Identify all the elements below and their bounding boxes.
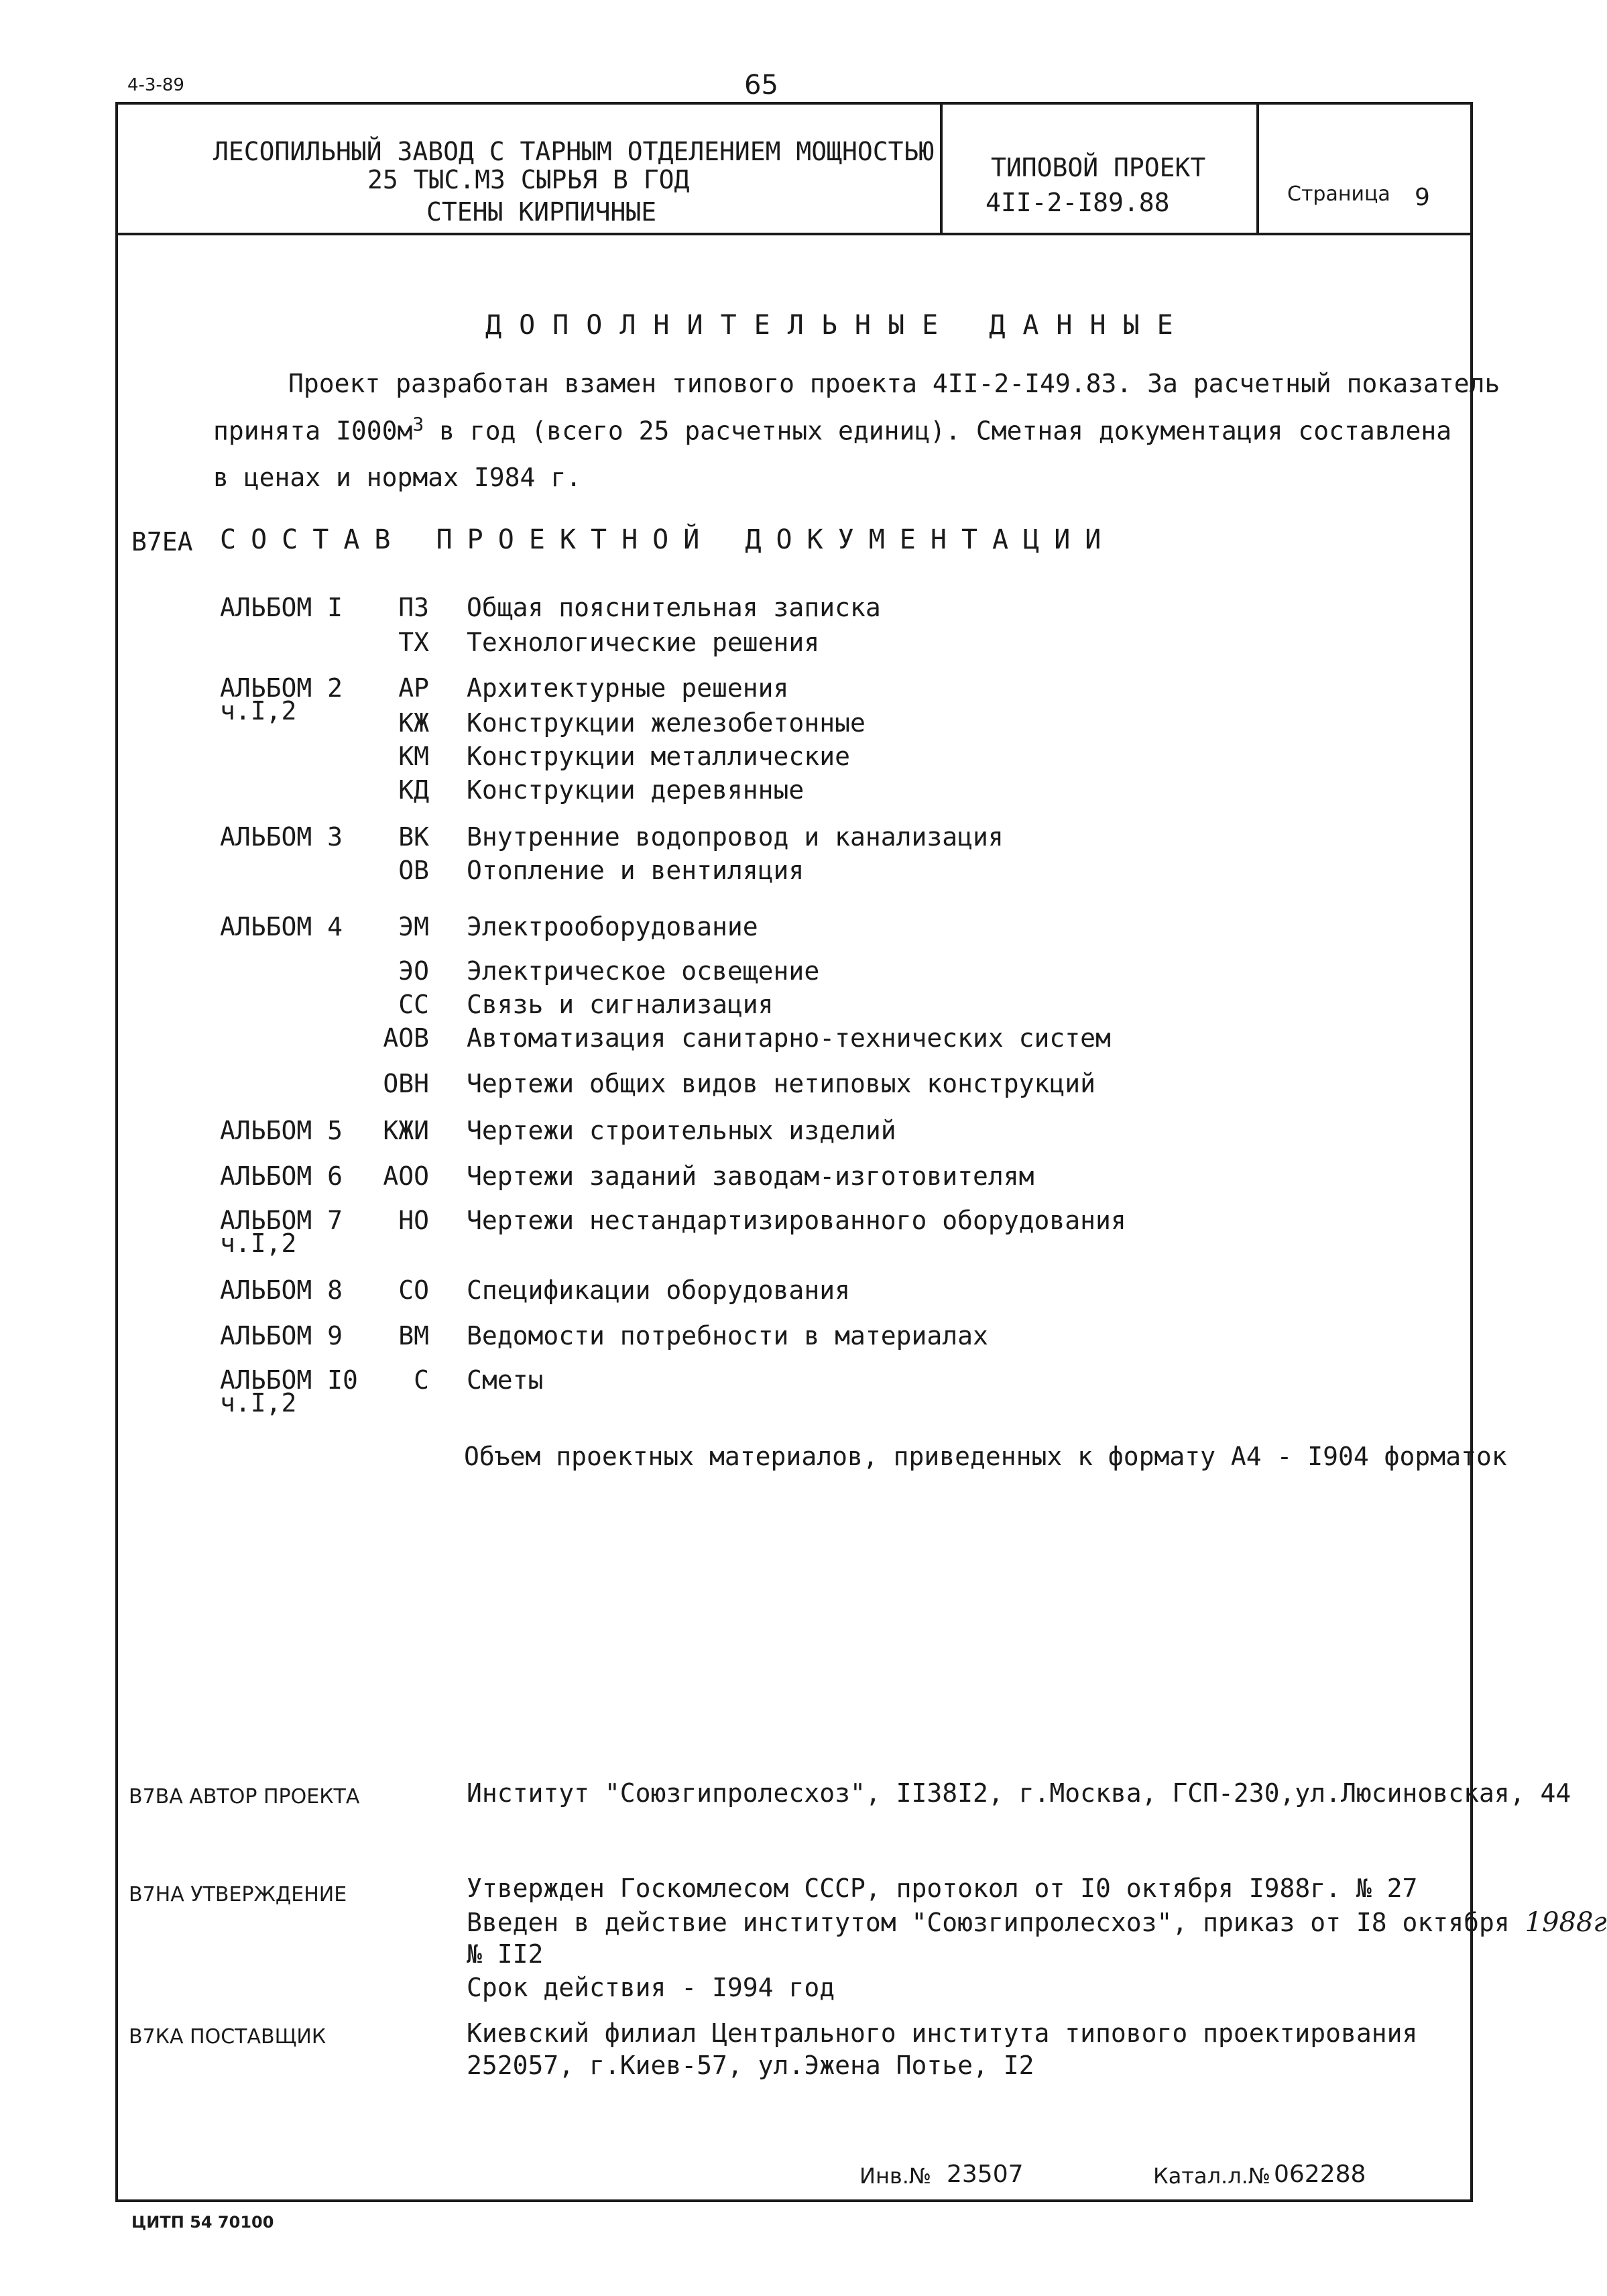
composition-heading: СОСТАВ ПРОЕКТНОЙ ДОКУМЕНТАЦИИ <box>220 524 1116 555</box>
volume-note: Объем проектных материалов, приведенных к формату А4 - I904 форматок <box>464 1442 1507 1471</box>
corner-code: 4-3-89 <box>127 75 184 95</box>
doc-description: Сметы <box>467 1365 544 1395</box>
doc-description: Связь и сигнализация <box>467 990 774 1019</box>
album-parts: ч.I,2 <box>220 1388 297 1418</box>
album-label: АЛЬБОМ 9 <box>220 1321 343 1351</box>
title-line-1: ЛЕСОПИЛЬНЫЙ ЗАВОД С ТАРНЫМ ОТДЕЛЕНИЕМ МОЩНОСТЬЮ <box>213 137 935 166</box>
project-number: 4II-2-I89.88 <box>986 188 1170 217</box>
doc-description: Чертежи заданий заводам-изготовителям <box>467 1161 1034 1191</box>
doc-description: Внутренние водопровод и канализация <box>467 822 1004 852</box>
catalog-value: 062288 <box>1274 2161 1366 2188</box>
doc-description: Автоматизация санитарно-технических систем <box>467 1023 1111 1053</box>
page-label: Страница <box>1287 182 1390 206</box>
doc-description: Спецификации оборудования <box>467 1275 850 1305</box>
doc-description: Технологические решения <box>467 628 820 657</box>
album-label: АЛЬБОМ 4 <box>220 912 343 941</box>
inv-value: 23507 <box>947 2161 1024 2188</box>
doc-description: Электрическое освещение <box>467 956 820 986</box>
title-line-2: 25 ТЫС.М3 СЫРЬЯ В ГОД <box>367 165 690 194</box>
album-parts: ч.I,2 <box>220 696 297 726</box>
album-label: АЛЬБОМ 7 <box>220 1206 343 1235</box>
stamp: ЦИТП 54 70100 <box>131 2213 274 2232</box>
album-parts: ч.I,2 <box>220 1228 297 1258</box>
doc-description: Архитектурные решения <box>467 673 789 703</box>
album-label: АЛЬБОМ 5 <box>220 1116 343 1145</box>
title-block-bottom-line <box>115 233 1470 235</box>
additional-para-line-1: Проект разработан взамен типового проекта 4II-2-I49.83. За расчетный показатель <box>288 369 1500 398</box>
composition-code: В7ЕА <box>131 527 193 557</box>
album-label: АЛЬБОМ I0 <box>220 1365 358 1395</box>
doc-description: Ведомости потребности в материалах <box>467 1321 988 1351</box>
catalog-label: Катал.л.№ <box>1153 2163 1271 2189</box>
album-label: АЛЬБОМ 8 <box>220 1275 343 1305</box>
author-text: Институт "Союзгипролесхоз", II38I2, г.Москва, ГСП-230,ул.Люсиновская, 44 <box>467 1778 1571 1808</box>
page-number: 65 <box>744 70 778 101</box>
project-type: ТИПОВОЙ ПРОЕКТ <box>991 153 1206 182</box>
title-line-3: СТЕНЫ КИРПИЧНЫЕ <box>426 197 657 227</box>
approval-label: В7НА УТВЕРЖДЕНИЕ <box>129 1883 347 1906</box>
doc-description: Электрооборудование <box>467 912 758 941</box>
doc-description: Чертежи общих видов нетиповых конструкций <box>467 1069 1095 1098</box>
title-block-divider-1 <box>940 102 943 235</box>
doc-description: Чертежи нестандартизированного оборудования <box>467 1206 1126 1235</box>
doc-description: Конструкции деревянные <box>467 775 805 805</box>
doc-description: Общая пояснительная записка <box>467 593 881 622</box>
approval-line-2: Введен в действие институтом "Союзгипролесхоз", приказ от I8 октября 1988г <box>467 1907 1607 1938</box>
approval-line-3: № II2 <box>467 1939 544 1969</box>
album-label: АЛЬБОМ 2 <box>220 673 343 703</box>
additional-para-line-3: в ценах и нормах I984 г. <box>213 463 582 492</box>
album-label: АЛЬБОМ 6 <box>220 1161 343 1191</box>
doc-description: Чертежи строительных изделий <box>467 1116 896 1145</box>
doc-description: Конструкции железобетонные <box>467 708 866 738</box>
title-block-divider-2 <box>1256 102 1259 235</box>
inv-label: Инв.№ <box>859 2163 932 2189</box>
supplier-line-2: 252057, г.Киев-57, ул.Эжена Потье, I2 <box>467 2051 1034 2080</box>
additional-heading: ДОПОЛНИТЕЛЬНЫЕ ДАННЫЕ <box>485 310 1191 341</box>
author-label: В7ВА АВТОР ПРОЕКТА <box>129 1785 360 1809</box>
doc-description: Конструкции металлические <box>467 742 850 771</box>
page-value: 9 <box>1415 184 1430 211</box>
supplier-line-1: Киевский филиал Центрального института типового проектирования <box>467 2018 1418 2048</box>
album-label: АЛЬБОМ 3 <box>220 822 343 852</box>
album-label: АЛЬБОМ I <box>220 593 343 622</box>
supplier-label: В7КА ПОСТАВЩИК <box>129 2025 326 2049</box>
additional-para-line-2: принята $I000м^3$ в год (всего 25 расчетных единиц). Сметная документация составлена <box>213 413 1452 446</box>
approval-line-1: Утвержден Госкомлесом СССР, протокол от I0 октября I988г. № 27 <box>467 1874 1418 1903</box>
handwritten-year: 1988г <box>1525 1907 1607 1938</box>
doc-description: Отопление и вентиляция <box>467 856 805 885</box>
approval-line-4: Срок действия - I994 год <box>467 1973 835 2002</box>
